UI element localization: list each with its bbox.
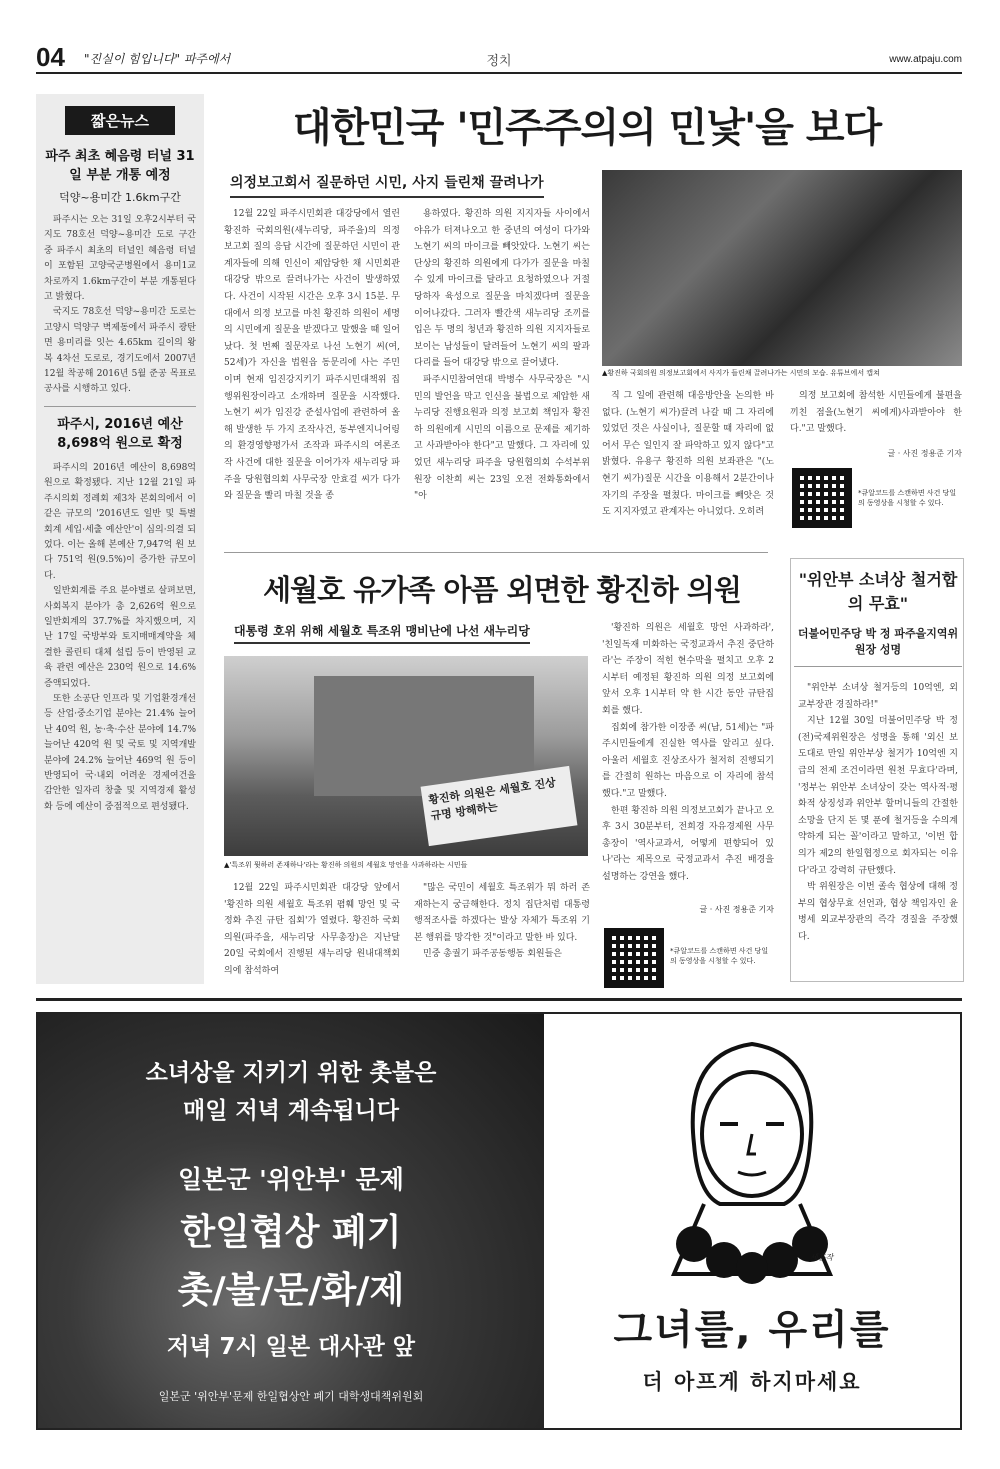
protest-banner: 황진하 의원은 세월호 진상규명 방해하는 [421,766,578,846]
paragraph: 파주시민참여연대 박병수 사무국장은 "시민의 발언을 막고 인신을 불법으로 제압한 새누리당 진행요원과 의정 보고회 책임자 황진하 의원에게 시민의 이름으로 문제를 제기하고 사과받아야 한다"고 말했다. 그 자리에 있었던 새누리당 파주을 당원협의회 수석부위원장 이찬희 씨는 23일 오전 전화통화에서 "아 [414,374,590,502]
ad-organizer: 일본군 '위안부'문제 한일협상안 폐기 대학생대책위원회 [158,1390,424,1403]
paragraph: 국지도 78호선 덕양~용미간 도로는 고양시 덕양구 벽제동에서 파주시 광탄면 용미리를 잇는 4.65km 길이의 왕복 4차선 도로로, 경기도에서 2007년 12월 착공해 2016년 5월 준공 목표로 공사를 시행하고 있다. [44,307,196,395]
story2-credit: 글 · 사진 정용준 기자 [699,905,774,914]
artist-signature: 세훈작 [810,1253,834,1262]
paragraph: "많은 국민이 세월호 특조위가 뭐 하러 존재하는지 궁금해한다. 정치 집단처럼 대통령 행적조사를 하겠다는 발상 자체가 특조위 기본 행위를 망각한 것"이라고 말한 바 있다. [414,883,590,943]
story1-photo [602,170,962,366]
story2-subhead: 대통령 호위 위해 세월호 특조위 맹비난에 나선 새누리당 [234,622,530,644]
ad-line-1: 소녀상을 지키기 위한 촛불은 [145,1060,437,1086]
paragraph: 박 위원장은 이번 졸속 협상에 대해 정부의 협상무효 선언과, 협상 책임자인 윤병세 외교부장관의 즉각 경질을 주장했다. [798,882,958,942]
ad-line-3: 일본군 '위안부' 문제 [178,1165,404,1194]
story2-photo [224,656,588,856]
ad-illustration-panel [544,1014,960,1428]
ad-line-4: 한일협상 폐기 [180,1212,402,1253]
paragraph: 지난 12월 30일 더불어민주당 박 정 (전)국제위원장은 성명을 통해 '외신 보도대로 만일 위안부상 철거가 10억엔 지급의 전제 조건이라면 원천 무효다'라며, '정부는 위안부 소녀상이 갖는 역사적·평화적 상징성과 위안부 할머니들의 간절한 소망을 단지 돈 몇 푼에 철거등을 수의계약하게 되는 꼴'이라고 말하고, '이번 합의가 제2의 한일협정으로 회자되는 이유다'라고 강력히 규탄했다. [798,716,958,876]
paragraph: 파주시의 2016년 예산이 8,698억 원으로 확정됐다. 지난 12월 21일 파주시의회 정례회 제3차 본회의에서 이 같은 규모의 '2016년도 일반 및 특별회계 세입·세출 예산안'이 심의·의결 되었다. 이는 올해 본예산 7,947억 원 보다 751억 원(9.5%)이 증가한 규모이다. [44,462,196,581]
story1-subhead: 의정보고회서 질문하던 시민, 사지 들린채 끌려나가 [230,172,544,198]
story3-subhead: 더불어민주당 박 정 파주을지역위원장 성명 [794,626,962,667]
paragraph: 12월 22일 파주시민회관 대강당에서 열린 황진하 국회의원(새누리당, 파주을)의 의정 보고회 질의 응답 시간에 질문하던 시민이 관계자들에 의해 인신이 제압당한 채 시민회관 대강당 밖으로 끌려나가는 사건이 발생하였다. 사건이 시작된 시간은 오후 3시 15분. 무대에서 의정 보고를 마친 황진하 의원이 세명의 시민에게 질문을 받겠다고 말했을 때 일어났다. 첫 번째 질문자로 나선 노현기 씨(여, 52세)가 자신을 법원읍 동문리에 사는 주민이며 현재 임진강지키기 파주시민대책위 집행위원장이라고 소개하며 질문을 시작했다. 노현기 씨가 임진강 준설사업에 관련하여 올해 발생한 두 가지 조작사건, 동부엔지니어링의 환경영향평가서 조작과 파주시의 여론조작 사건에 대한 질문을 이어가자 새누리당 파주을 당원협의회 사무국장 안효걸 씨가 다가와 질문을 빨리 마칠 것을 종 [224,209,400,502]
short-news-badge: 짧은뉴스 [65,106,175,135]
sidebar-subhead-1: 덕양~용미간 1.6km구간 [59,191,181,204]
masthead [36,40,962,74]
paragraph: 12월 22일 파주시민회관 대강당 앞에서 '황진하 의원 세월호 특조위 폄훼 망언 및 국정화 추진 규탄 집회'가 열렸다. 황진하 국회의원(파주을, 새누리당 사무총장)은 지난달 20일 국회에서 진행된 새누리당 원내대책회의에 참석하여 [224,883,400,976]
story1-headline: 대한민국 '민주주의의 민낯'을 보다 [292,105,882,151]
page-number: 04 [36,42,65,72]
divider [44,406,196,407]
paragraph: 또한 소공단 인프라 및 기업환경개선 등 산업·중소기업 분야는 21.4% 늘어난 40억 원, 농·축·수산 분야에 14.7% 늘어난 420억 원 및 국토 및 지역개발 분야에 24.2% 늘어난 469억 원 등이 반영되어 국·내외 어려운 경제여건을 감안한 일자리 창출 및 지역경제 활성화 등에 예산이 중점적으로 편성됐다. [44,693,196,812]
story1-qr-code-icon[interactable] [792,468,852,528]
short-news-sidebar [36,94,204,984]
ad-line-2: 매일 저녁 계속됩니다 [183,1098,399,1124]
ad-photo-panel [38,1014,544,1428]
story1-photo-caption: ▲황진하 국회의원 의정보고회에서 사지가 들린채 끌려나가는 시민의 모습. 유튜브에서 캡쳐 [602,369,880,377]
story2-photo-caption: ▲'특조위 뭣하러 존재하나'라는 황진하 의원의 세월호 망언을 사과하라는 시민들 [224,861,468,869]
ad-line-5: 촛/불/문/화/제 [177,1270,405,1311]
sidebar-body-2 [44,461,196,815]
sidebar-headline-1: 파주 최초 혜음령 터널 31일 부분 개통 예정 [45,149,195,183]
divider [224,552,768,553]
paragraph: 파주시는 오는 31일 오후2시부터 국지도 78호선 덕양~용미간 도로 구간 중 파주시 최초의 터널인 혜음령 터널이 포함된 고양국군병원에서 용미1교차로까지 1.6km구간이 부분 개통된다고 밝혔다. [44,215,196,303]
paper-name: "진실이 힘입니다" 파주에서 [84,52,231,66]
story1-col3 [602,388,774,546]
paragraph: 민중 총궐기 파주공동행동 회원들은 [423,949,562,960]
story2-qr-note: *큐알코드를 스캔하면 사건 당일의 동영상을 시청할 수 있다. [670,947,769,965]
story1-col1 [224,206,400,546]
paragraph: '황진하 의원은 세월호 망언 사과하라', '친일독재 미화하는 국정교과서 추진 중단하라'는 주장이 적힌 현수막을 펼치고 오후 2시부터 예정된 황진하 의원 의정 보고회에 앞서 오후 1시부터 약 한 시간 동안 규탄집회를 했다. [602,623,774,716]
story1-col4 [790,388,962,462]
paragraph: 일반회계를 주요 분야별로 살펴보면, 사회복지 분야가 총 2,626억 원으로 일반회계의 37.7%를 차지했으며, 지난 17일 국방부와 토지매매계약을 체결한 콜린티 대체 설립 등이 반영된 교육 관련 예산은 230억 원으로 14.6% 증액되었다. [44,586,196,689]
divider [36,998,962,1001]
story1-col2 [414,206,590,546]
story2-col2 [414,880,590,984]
paragraph: 한편 황진하 의원 의정보고회가 끝나고 오후 3시 30분부터, 전희경 자유경제원 사무총장이 '역사교과서, 어떻게 편향되어 있나'라는 제목으로 국정교과서 추진 배경을 설명하는 강연을 했다. [602,805,774,882]
story3-headline: "위안부 소녀상 철거합의 무효" [798,570,958,613]
candlelight-advertisement [36,1012,962,1430]
story2-col3 [602,620,774,920]
girl-statue-illustration-icon [634,1024,870,1284]
paragraph: 직 그 일에 관련해 대응방안을 논의한 바 없다. (노현기 씨가)끌려 나갈 때 그 자리에 있었던 것은 사실이나, 질문할 때 자리에 없어서 무슨 일인지 잘 파악하고 있지 않다"고 밝혔다. 유용구 황진하 의원 보좌관은 "(노현기 씨가)질문 시간을 이용해서 2분간이나 자기의 주장을 펼쳤다. 마이크를 빼앗은 것도 지지자였고 관계자는 아니었다. 오히려 [602,391,774,518]
ad-line-6: 저녁 7시 일본 대사관 앞 [167,1334,415,1360]
ad-slogan: 그녀를, 우리를 [613,1307,891,1353]
story2-col1 [224,880,400,984]
story3-body [798,680,958,976]
sidebar-body-1 [44,213,196,398]
story2-headline: 세월호 유가족 아픔 외면한 황진하 의원 [263,573,741,607]
story1-credit: 글 · 사진 정용준 기자 [887,448,962,458]
story2-qr-code-icon[interactable] [604,928,664,988]
paragraph: 용하였다. 황진하 의원 지지자들 사이에서 야유가 터져나오고 한 중년의 여성이 다가와 노현기 씨의 마이크를 빼앗았다. 노현기 씨는 단상의 황진하 의원에게 다가가 질문을 마칠 수 있게 마이크를 달라고 요청하였으나 거절당하자 육성으로 질문을 마치겠다며 질문을 이어나갔다. 그러자 빨간색 새누리당 조끼를 입은 두 명의 청년과 황진하 의원 지지자들로 보이는 남성들이 달려들어 노현기 씨의 팔과 다리를 들어 대강당 밖으로 끌어냈다. [414,209,590,369]
section-name: 정치 [486,54,512,69]
paragraph: 집회에 참가한 이장종 씨(남, 51세)는 "파주시민들에게 진실한 역사를 알리고 싶다. 아울러 세월호 진상조사가 철저히 진행되기를 간절히 원하는 마음으로 이 자리에 참석했다."고 말했다. [602,722,774,799]
ad-slogan-sub: 더 아프게 하지마세요 [642,1370,862,1394]
site-url[interactable]: www.atpaju.com [889,54,962,65]
paragraph: 의정 보고회에 참석한 시민들에게 불편을 끼친 점을(노현기 씨에게)사과받아야 한다."고 말했다. [790,391,962,435]
sidebar-headline-2: 파주시, 2016년 예산 8,698억 원으로 확정 [57,416,183,451]
paragraph: "위안부 소녀상 철거등의 10억엔, 외교부장관 경질하라!" [798,683,958,710]
story1-qr-note: *큐알코드를 스캔하면 사건 당일의 동영상을 시청할 수 있다. [858,489,957,507]
